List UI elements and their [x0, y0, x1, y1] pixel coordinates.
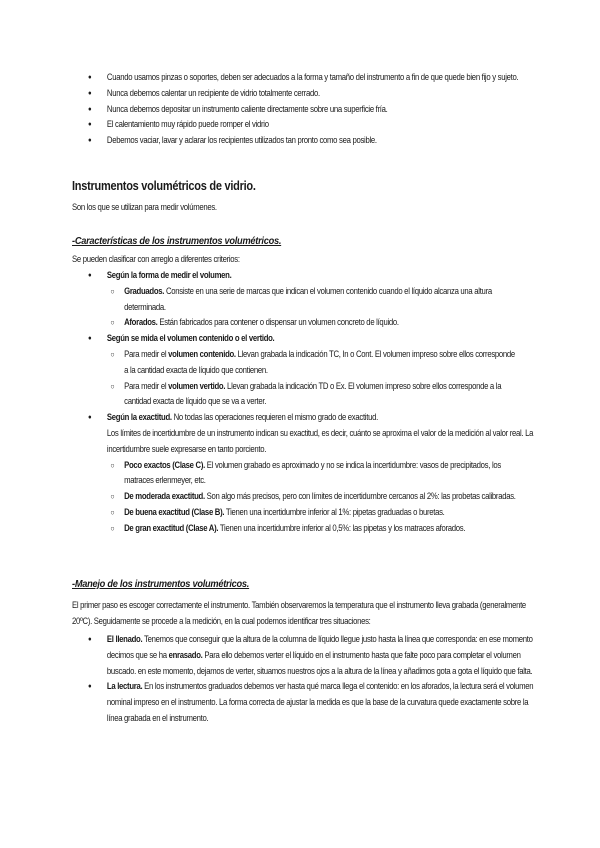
characteristics-list [88, 268, 557, 537]
list-item: ○ Graduados. Consiste en una serie de marcas que indican el volumen contenido cuando el líquido alcanza una altura determinada. [110, 285, 492, 312]
circle-bullet-icon: ○ [110, 507, 115, 517]
section-intro: Se pueden clasificar con arreglo a diferentes criterios: [72, 254, 240, 264]
bullet-icon: ● [88, 272, 92, 279]
bullet-icon: ● [88, 105, 92, 113]
list-item: ● El llenado. Tenemos que conseguir que la altura de la columna de líquido llegue justo hasta la línea que corresponda: en ese momento decimos que se ha enrasado. Para ello debemos verter el líquido en el instrumento hasta que falte poco para completar el volumen buscado. en este momento, dejamos de verter, situamos nuestros ojos a la altura de la línea y añadimos gota a gota el líquido que falta. [88, 634, 533, 676]
list-item: ● La lectura. En los instrumentos graduados debemos ver hasta qué marca llega el contenido: en los aforados, la lectura será el volumen nominal impreso en el instrumento. La forma correcta de ajustar la medida es que la base de la curvatura quede exactamente sobre la línea grabada en el instrumento. [88, 681, 534, 723]
bullet-icon: ● [88, 121, 92, 129]
bullet-icon: ● [88, 683, 92, 691]
circle-bullet-icon: ○ [110, 523, 115, 533]
bullet-icon: ● [88, 414, 92, 422]
section-intro: El primer paso es escoger correctamente el instrumento. También observaremos la temperatura que el instrumento lleva grabada (generalmente 20ºC). Seguidamente se procede a la medición, en la cual podemos identificar tres situaciones: [72, 600, 526, 626]
list-item: ○ Poco exactos (Clase C). El volumen grabado es aproximado y no se indica la incertidumbre: vasos de precipitados, los matraces erlenmeyer, etc. [110, 459, 501, 486]
section-heading-volumetric: Instrumentos volumétricos de vidrio. [72, 179, 256, 193]
circle-bullet-icon: ○ [110, 286, 115, 296]
circle-bullet-icon: ○ [110, 460, 115, 470]
circle-bullet-icon: ○ [110, 318, 115, 328]
list-item: ● Según la exactitud. No todas las operaciones requieren el mismo grado de exactitud. [88, 410, 557, 426]
list-item: ○ Para medir el volumen vertido. Llevan grabada la indicación TD o Ex. El volumen impreso sobre ellos corresponde a la cantidad exacta de líquido que se va a verter. [110, 380, 502, 407]
list-item: ● El calentamiento muy rápido puede romper el vidrio [88, 117, 540, 133]
list-item: ● Nunca debemos depositar un instrumento caliente directamente sobre una superficie fría. [88, 102, 540, 118]
list-item: ○ Para medir el volumen contenido. Llevan grabada la indicación TC, In o Cont. El volumen impreso sobre ellos corresponde a la cantidad exacta de líquido que contienen. [110, 348, 515, 375]
circle-bullet-icon: ○ [110, 492, 115, 502]
list-item: ● Según se mida el volumen contenido o el vertido. [88, 331, 557, 347]
handling-list [88, 632, 557, 727]
list-item: ○ De gran exactitud (Clase A). Tienen una incertidumbre inferior al 0,5%: las pipetas y los matraces aforados. [88, 521, 557, 537]
section-intro: Son los que se utilizan para medir volúmenes. [72, 202, 217, 212]
safety-bullet-list [88, 70, 540, 149]
exactitud-paragraph: Los límites de incertidumbre de un instrumento indican su exactitud, es decir, cuánto se aproxima el valor de la medición al valor real. La incertidumbre suele expresarse en tanto porciento. [106, 427, 534, 454]
bullet-icon: ● [88, 636, 92, 643]
list-item: ● Nunca debemos calentar un recipiente de vidrio totalmente cerrado. [88, 86, 540, 102]
circle-bullet-icon: ○ [110, 381, 115, 391]
list-item: ○ De buena exactitud (Clase B). Tienen una incertidumbre inferior al 1%: pipetas graduadas o buretas. [88, 505, 557, 521]
list-item: ● Cuando usamos pinzas o soportes, deben ser adecuados a la forma y tamaño del instrumento a fin de que quede bien fijo y sujeto. [88, 70, 540, 86]
list-item: ● Debemos vaciar, lavar y aclarar los recipientes utilizados tan pronto como sea posible. [88, 133, 540, 149]
bullet-icon: ● [88, 74, 92, 81]
list-item: ○ De moderada exactitud. Son algo más precisos, pero con límites de incertidumbre cercanos al 2%: las probetas calibradas. [88, 489, 557, 505]
bullet-icon: ● [88, 335, 92, 343]
section-heading-characteristics: -Características de los instrumentos volumétricos. [72, 235, 282, 247]
bullet-icon: ● [88, 137, 92, 145]
bullet-icon: ● [88, 89, 92, 97]
section-heading-handling: -Manejo de los instrumentos volumétricos. [72, 578, 250, 590]
list-item: ○ Aforados. Están fabricados para contener o dispensar un volumen concreto de líquido. [88, 315, 557, 331]
list-item: ● Según la forma de medir el volumen. [88, 268, 557, 284]
circle-bullet-icon: ○ [110, 349, 115, 359]
